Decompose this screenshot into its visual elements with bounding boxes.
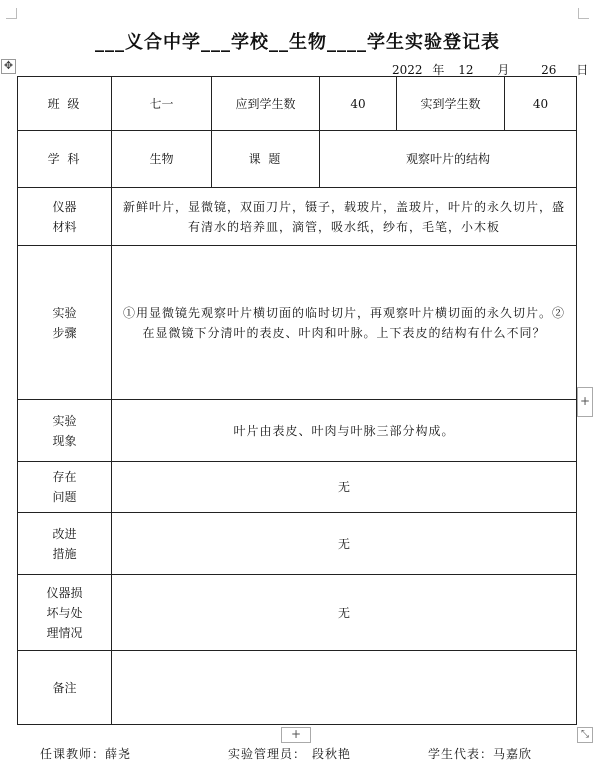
damage-label-line: 仪器损 xyxy=(46,585,83,600)
topic-label: 课 题 xyxy=(212,131,320,188)
instruments-value[interactable]: 新鲜叶片，显微镜，双面刀片，镊子，载玻片，盖玻片，叶片的永久切片，盛有清水的培养皿，滴管，吸水纸，纱布，毛笔，小木板 xyxy=(112,188,577,246)
steps-label-line: 实验 xyxy=(52,305,77,320)
improvements-label-line: 措施 xyxy=(52,546,77,561)
instruments-label xyxy=(18,188,112,246)
improvements-label-line: 改进 xyxy=(52,526,77,541)
steps-value[interactable]: ①用显微镜先观察叶片横切面的临时切片，再观察叶片横切面的永久切片。②在显微镜下分清叶的表皮、叶肉和叶脉。上下表皮的结构有什么不同？ xyxy=(112,246,577,400)
problems-value[interactable]: 无 xyxy=(112,462,577,513)
expected-students-label: 应到学生数 xyxy=(212,77,320,131)
phenomenon-label xyxy=(18,400,112,462)
table-resize-icon[interactable]: ⤡ xyxy=(577,727,593,743)
teacher-label: 任课教师： xyxy=(40,747,106,761)
class-value[interactable]: 七一 xyxy=(112,77,212,131)
damage-value[interactable]: 无 xyxy=(112,575,577,651)
subject-value[interactable]: 生物 xyxy=(112,131,212,188)
date-day-unit: 日 xyxy=(576,63,589,77)
remarks-label: 备注 xyxy=(18,651,112,725)
page-title: ___义合中学___学校__生物____学生实验登记表 xyxy=(95,32,500,53)
table-row xyxy=(18,188,577,246)
table-row xyxy=(18,246,577,400)
problems-label xyxy=(18,462,112,513)
table-row xyxy=(18,400,577,462)
table-move-icon[interactable]: ✥ xyxy=(1,59,16,74)
student-label: 学生代表： xyxy=(428,747,494,761)
actual-students-value[interactable]: 40 xyxy=(505,77,577,131)
teacher-name: 薛尧 xyxy=(105,747,132,761)
footer-manager xyxy=(228,745,351,762)
date-year: 2022 xyxy=(392,63,423,77)
steps-label xyxy=(18,246,112,400)
expected-students-value[interactable]: 40 xyxy=(320,77,397,131)
table-row xyxy=(18,131,577,188)
improvements-label xyxy=(18,513,112,575)
footer-teacher xyxy=(40,745,131,762)
add-row-plus-icon[interactable]: + xyxy=(281,727,311,743)
phenomenon-value[interactable]: 叶片由表皮、叶肉与叶脉三部分构成。 xyxy=(112,400,577,462)
table-row xyxy=(18,513,577,575)
improvements-value[interactable]: 无 xyxy=(112,513,577,575)
table-row xyxy=(18,575,577,651)
steps-label-line: 步骤 xyxy=(52,325,77,340)
damage-label-line: 坏与处 xyxy=(46,605,83,620)
table-row xyxy=(18,462,577,513)
topic-value[interactable]: 观察叶片的结构 xyxy=(320,131,577,188)
date-month-unit: 月 xyxy=(497,63,510,77)
remarks-value[interactable] xyxy=(112,651,577,725)
instruments-label-line: 仪器 xyxy=(52,199,77,214)
table-row xyxy=(18,77,577,131)
problems-label-line: 存在 xyxy=(52,470,77,484)
footer-student xyxy=(428,745,532,762)
phenomenon-label-line: 实验 xyxy=(52,413,77,428)
instruments-label-line: 材料 xyxy=(52,219,77,234)
student-name: 马嘉欣 xyxy=(493,747,533,761)
subject-label: 学 科 xyxy=(18,131,112,188)
problems-label-line: 问题 xyxy=(52,490,77,504)
page-corner-mark-right xyxy=(578,8,589,19)
phenomenon-label-line: 现象 xyxy=(52,433,77,448)
manager-label: 实验管理员： xyxy=(228,747,307,761)
damage-label-line: 理情况 xyxy=(46,625,83,640)
class-label: 班 级 xyxy=(18,77,112,131)
date-month: 12 xyxy=(458,63,474,77)
add-column-plus-icon[interactable]: + xyxy=(577,387,593,417)
registration-table xyxy=(17,76,577,725)
damage-label xyxy=(18,575,112,651)
date-year-unit: 年 xyxy=(432,63,445,77)
manager-name: 段秋艳 xyxy=(312,747,352,761)
page-corner-mark-left xyxy=(6,8,17,19)
table-row xyxy=(18,651,577,725)
date-day: 26 xyxy=(541,63,557,77)
actual-students-label: 实到学生数 xyxy=(397,77,505,131)
